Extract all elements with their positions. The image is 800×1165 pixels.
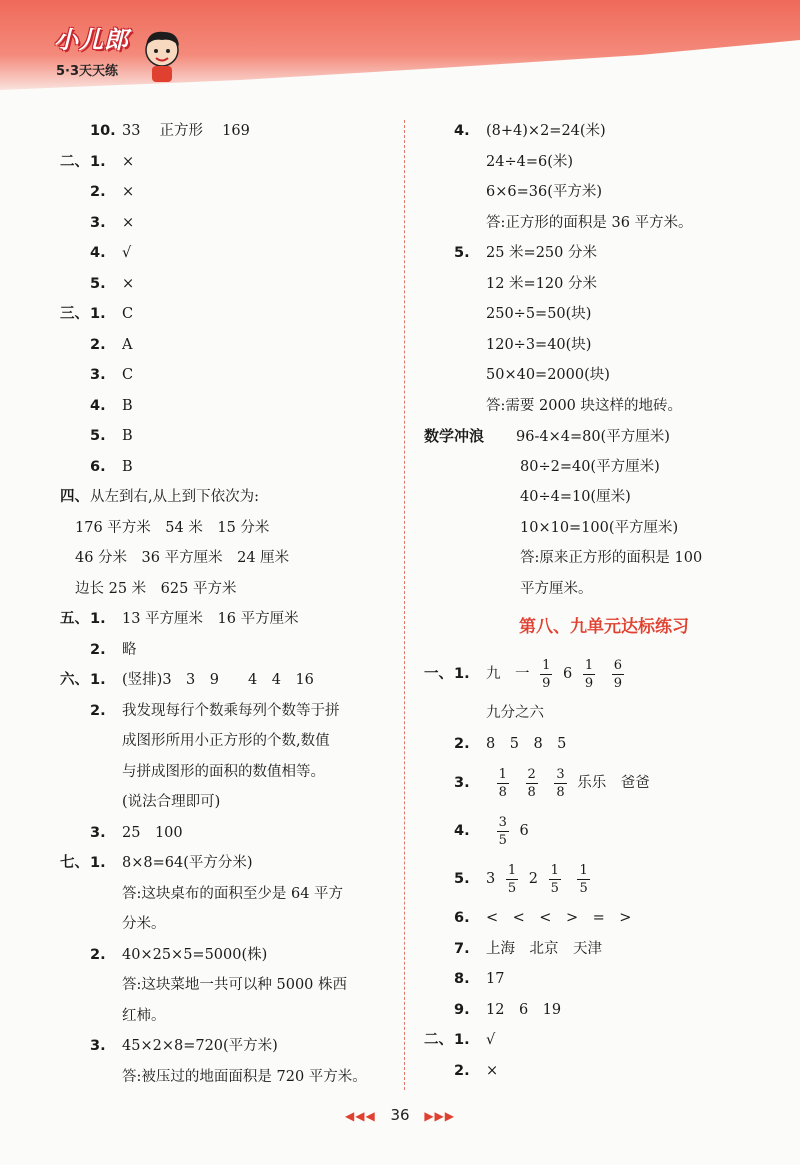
denominator: 9 — [542, 675, 551, 691]
answer-line — [60, 940, 395, 971]
right-column — [424, 116, 784, 1086]
item-number: 4. — [454, 123, 470, 139]
answer-text: 24÷4=6(米) — [486, 153, 574, 170]
answer-text: √ — [486, 1032, 496, 1048]
fraction — [540, 659, 552, 690]
answer-text: 九 一 — [486, 666, 530, 682]
answer-line — [424, 208, 784, 239]
answer-line — [424, 729, 784, 760]
item-number: 2. — [90, 946, 106, 963]
answer-line — [424, 360, 784, 391]
denominator: 9 — [584, 675, 594, 691]
left-column — [60, 116, 395, 1092]
numerator: 1 — [584, 657, 594, 673]
answer-text: 乐乐 爸爸 — [577, 775, 650, 791]
item-number: 8. — [454, 971, 470, 987]
answer-text: < < < > = > — [486, 910, 632, 926]
answer-line — [60, 574, 395, 605]
fraction — [549, 864, 561, 895]
answer-line — [424, 330, 784, 361]
answer-text: 12 6 19 — [486, 1001, 562, 1018]
answer-line — [60, 543, 395, 574]
answer-text: 我发现每行个数乘每列个数等于拼 — [122, 702, 340, 719]
page-number: 36 — [390, 1106, 410, 1124]
denominator: 8 — [527, 784, 536, 800]
answer-text: 33 正方形 169 — [122, 123, 250, 139]
section-number: 一、 — [424, 666, 453, 682]
answer-line — [60, 1062, 395, 1093]
answer-text: 3 — [486, 871, 496, 887]
column-divider — [404, 120, 405, 1090]
fraction — [554, 768, 566, 799]
answer-text: B — [122, 458, 133, 475]
denominator: 8 — [498, 784, 507, 800]
right-arrows-icon: ▶▶▶ — [424, 1109, 456, 1123]
answer-line — [60, 665, 395, 696]
answer-text: × — [486, 1062, 499, 1079]
item-number: 4. — [90, 245, 106, 261]
answer-line — [60, 970, 395, 1001]
fraction — [526, 768, 538, 799]
numerator: 2 — [527, 766, 536, 782]
answer-line — [60, 726, 395, 757]
answer-text: 答:这块桌布的面积至少是 64 平方 — [122, 885, 344, 902]
item-number: 2. — [90, 336, 106, 353]
item-number: 5. — [454, 245, 470, 261]
answer-line — [424, 452, 784, 483]
item-number: 5. — [454, 871, 470, 887]
fraction — [577, 864, 589, 895]
answer-line — [424, 964, 784, 995]
answer-line — [424, 807, 784, 855]
answer-text: 176 平方米 54 米 15 分米 — [75, 519, 270, 536]
answer-line — [424, 238, 784, 269]
item-number: 1. — [90, 672, 106, 688]
answer-line — [424, 1056, 784, 1087]
numerator: 1 — [498, 766, 507, 782]
denominator: 5 — [498, 832, 507, 848]
answer-text: 答:被压过的地面面积是 720 平方米。 — [122, 1068, 367, 1085]
numerator: 3 — [498, 814, 507, 830]
answer-text: 红柿。 — [122, 1007, 166, 1024]
answer-text: 8×8=64(平方分米) — [122, 855, 253, 871]
section-number: 二、 — [60, 153, 89, 170]
item-number: 4. — [454, 823, 470, 839]
numerator: 3 — [556, 766, 565, 782]
item-number: 10. — [90, 123, 116, 139]
answer-line — [424, 269, 784, 300]
brand-title: 小儿郎 — [54, 26, 129, 54]
answer-text: 46 分米 36 平方厘米 24 厘米 — [75, 550, 290, 566]
item-number: 7. — [454, 940, 470, 957]
denominator: 5 — [550, 880, 559, 896]
answer-text: B — [122, 397, 133, 414]
answer-text: 80÷2=40(平方厘米) — [520, 458, 660, 475]
answer-line — [60, 421, 395, 452]
answer-text: 2 — [528, 871, 538, 887]
answer-line — [60, 391, 395, 422]
answer-line — [60, 177, 395, 208]
item-number: 5. — [90, 428, 106, 444]
answer-line — [424, 574, 784, 605]
item-number: 1. — [454, 1032, 470, 1048]
left-arrows-icon: ◀◀◀ — [344, 1109, 376, 1123]
answer-line — [424, 934, 784, 965]
answer-line — [424, 513, 784, 544]
answer-text: 8 5 8 5 — [486, 735, 567, 752]
denominator: 8 — [556, 784, 565, 800]
answer-line — [60, 269, 395, 300]
answer-line — [60, 513, 395, 544]
page-footer — [0, 1100, 800, 1130]
section-number: 五、 — [60, 611, 89, 627]
answer-line — [424, 650, 784, 698]
answer-line — [424, 903, 784, 934]
item-number: 2. — [454, 1062, 470, 1079]
answer-text: 答:需要 2000 块这样的地砖。 — [486, 397, 683, 414]
item-number: 3. — [90, 367, 106, 383]
answer-line — [60, 879, 395, 910]
answer-line — [424, 421, 784, 452]
answer-line — [60, 909, 395, 940]
unit-title: 第八、九单元达标练习 — [519, 617, 689, 637]
answer-text: 九分之六 — [486, 705, 544, 721]
answer-text: C — [122, 367, 134, 383]
answer-line — [60, 604, 395, 635]
answer-text: 边长 25 米 625 平方米 — [75, 580, 237, 597]
answer-line — [424, 177, 784, 208]
item-number: 3. — [454, 775, 470, 791]
fraction — [497, 816, 509, 847]
item-number: 6. — [454, 910, 470, 926]
item-number: 9. — [454, 1001, 470, 1018]
answer-line — [424, 698, 784, 729]
denominator: 9 — [613, 675, 623, 691]
item-number: 3. — [90, 214, 106, 231]
answer-line — [60, 787, 395, 818]
answer-text: 与拼成图形的面积的数值相等。 — [122, 763, 325, 780]
answer-text: 40×25×5=5000(株) — [122, 946, 268, 963]
answer-text: √ — [122, 245, 132, 261]
answer-text: × — [122, 184, 135, 200]
answer-line — [424, 855, 784, 903]
answer-text: 答:这块菜地一共可以种 5000 株西 — [122, 977, 348, 993]
answer-text: (竖排)3 3 9 4 4 16 — [122, 672, 314, 688]
mascot-icon — [138, 24, 186, 84]
answer-line — [60, 848, 395, 879]
answer-line — [424, 299, 784, 330]
answer-line — [424, 482, 784, 513]
answer-text: 40÷4=10(厘米) — [520, 489, 631, 505]
answer-text: 略 — [122, 641, 137, 658]
answer-text: 答:原来正方形的面积是 100 — [520, 550, 703, 566]
numerator: 1 — [550, 862, 559, 878]
section-number: 四、 — [60, 489, 89, 505]
answer-text: 17 — [486, 971, 505, 987]
answer-text: × — [122, 275, 135, 292]
answer-text: C — [122, 306, 134, 322]
answer-line — [424, 543, 784, 574]
brand-logo — [50, 20, 190, 90]
answer-text: 成图形所用小正方形的个数,数值 — [122, 733, 330, 749]
answer-text: (说法合理即可) — [122, 794, 221, 810]
item-number: 1. — [90, 306, 106, 322]
answer-text: B — [122, 428, 133, 444]
answer-text: 从左到右,从上到下依次为: — [90, 489, 259, 505]
answer-text: 25 米=250 分米 — [486, 245, 597, 261]
item-number: 2. — [90, 702, 106, 719]
answer-text: 答:正方形的面积是 36 平方米。 — [486, 214, 693, 231]
answer-text: 250÷5=50(块) — [486, 306, 592, 322]
answer-text: 120÷3=40(块) — [486, 336, 592, 353]
answer-line — [60, 635, 395, 666]
answer-text: 6 — [519, 823, 529, 839]
answer-text: 25 100 — [122, 824, 183, 841]
numerator: 1 — [542, 657, 551, 673]
item-number: 2. — [90, 184, 106, 200]
numerator: 6 — [613, 657, 623, 673]
fraction — [497, 768, 509, 799]
section-number: 六、 — [60, 672, 89, 688]
section-number: 三、 — [60, 306, 89, 322]
item-number: 6. — [90, 458, 106, 475]
fraction — [583, 659, 595, 690]
answer-line — [60, 757, 395, 788]
answer-line — [424, 116, 784, 147]
math-surf-label: 数学冲浪 — [424, 427, 485, 445]
answer-line — [424, 147, 784, 178]
answer-text: (8+4)×2=24(米) — [486, 123, 606, 139]
item-number: 4. — [90, 397, 106, 414]
answer-text: 45×2×8=720(平方米) — [122, 1038, 278, 1054]
answer-text: 50×40=2000(块) — [486, 367, 610, 383]
fraction — [506, 864, 518, 895]
answer-line — [60, 116, 395, 147]
answer-line — [60, 208, 395, 239]
answer-text: 平方厘米。 — [520, 580, 593, 597]
answer-line — [60, 360, 395, 391]
answer-text: 96-4×4=80(平方厘米) — [516, 429, 670, 445]
answer-line — [60, 330, 395, 361]
item-number: 1. — [90, 855, 106, 871]
answer-line — [60, 696, 395, 727]
answer-line — [60, 818, 395, 849]
item-number: 3. — [90, 824, 106, 841]
brand-subtitle: 5·3天天练 — [56, 64, 119, 79]
numerator: 1 — [579, 862, 588, 878]
item-number: 1. — [90, 153, 106, 170]
answer-line — [60, 1001, 395, 1032]
answer-line — [60, 452, 395, 483]
fraction — [612, 659, 624, 690]
answer-text: × — [122, 214, 135, 231]
answer-text: 6×6=36(平方米) — [486, 184, 603, 200]
answer-text: 13 平方厘米 16 平方厘米 — [122, 611, 299, 627]
answer-text: 10×10=100(平方厘米) — [520, 519, 679, 536]
answer-line — [424, 759, 784, 807]
item-number: 2. — [454, 735, 470, 752]
item-number: 2. — [90, 641, 106, 658]
section-number: 二、 — [424, 1032, 453, 1048]
answer-line — [60, 238, 395, 269]
answer-line — [424, 1025, 784, 1056]
denominator: 5 — [579, 880, 588, 896]
answer-text: A — [122, 336, 133, 353]
answer-line — [60, 482, 395, 513]
answer-text: 12 米=120 分米 — [486, 275, 597, 292]
answer-line — [60, 147, 395, 178]
section-number: 七、 — [60, 855, 89, 871]
answer-line — [60, 1031, 395, 1062]
answer-text: 分米。 — [122, 916, 166, 932]
numerator: 1 — [507, 862, 517, 878]
answer-line — [424, 995, 784, 1026]
item-number: 1. — [90, 611, 106, 627]
answer-line — [424, 391, 784, 422]
item-number: 3. — [90, 1038, 106, 1054]
item-number: 5. — [90, 275, 106, 292]
item-number: 1. — [454, 666, 470, 682]
answer-text: 上海 北京 天津 — [486, 940, 602, 957]
answer-text: 6 — [563, 666, 573, 682]
answer-line — [60, 299, 395, 330]
answer-text: × — [122, 153, 135, 170]
denominator: 5 — [507, 880, 517, 896]
